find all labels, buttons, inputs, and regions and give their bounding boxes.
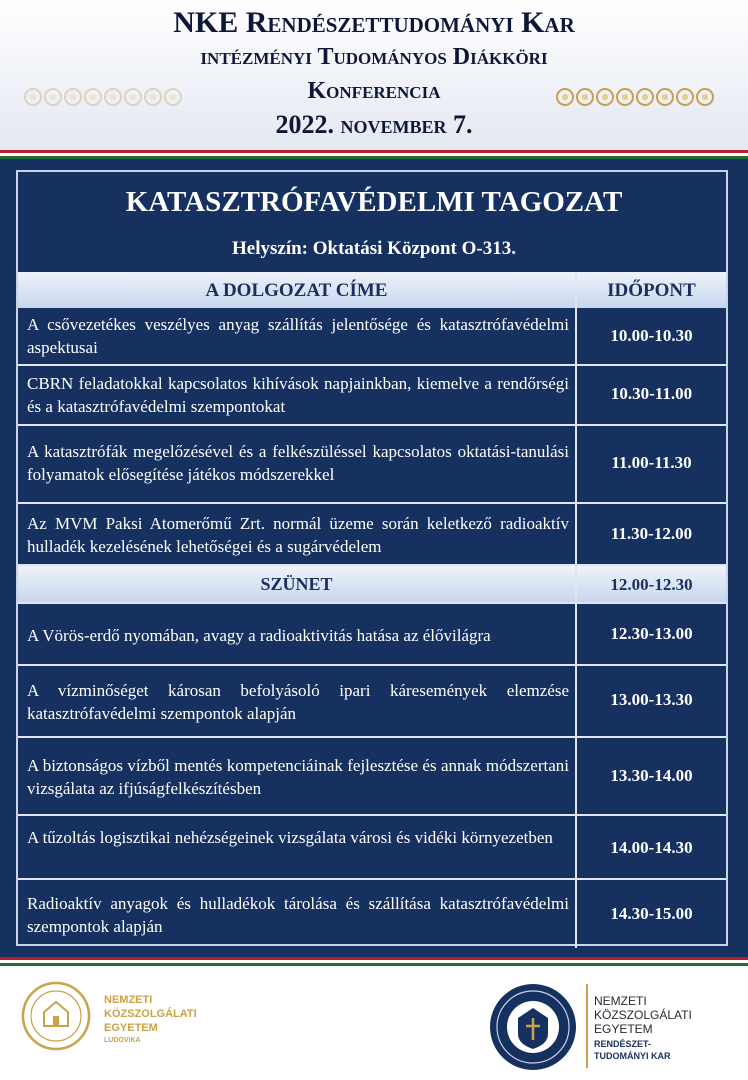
talk-title: CBRN feladatokkal kapcsolatos kihívások napjainkban, kiemelve a rendőrségi és a katasztrófavédelmi szempontokat — [27, 374, 569, 416]
header-line-1: NKE Rendészettudományi Kar — [173, 6, 575, 39]
page-header — [0, 0, 748, 150]
talk-title: A katasztrófák megelőzésével és a felkészüléssel kapcsolatos oktatási-tanulási folyamatok elősegítése játékos módszerekkel — [27, 442, 569, 484]
schedule-panel — [0, 164, 748, 954]
talk-time: 10.30-11.00 — [610, 384, 693, 403]
rtk-logo-text: NEMZETI KÖZSZOLGÁLATI EGYETEM RENDÉSZET- TUDOMÁNYI KAR — [594, 994, 692, 1061]
table-row — [18, 504, 726, 566]
talk-title: A csővezetékes veszélyes anyag szállítás jelentősége és katasztrófavédelmi aspektusai — [27, 315, 569, 357]
table-row — [18, 604, 726, 666]
talk-title: Az MVM Paksi Atomerőmű Zrt. normál üzeme során keletkező radioaktív hulladék kezelésének lehetőségei és a sugárvédelem — [27, 514, 569, 556]
table-row — [18, 366, 726, 426]
column-header-time: IDŐPONT — [607, 280, 696, 301]
header-date: 2022. november 7. — [275, 110, 473, 139]
rtk-seal-icon — [488, 982, 578, 1072]
venue-text: Helyszín: Oktatási Központ O-313. — [232, 238, 516, 259]
table-row — [18, 666, 726, 738]
talk-time: 10.00-10.30 — [610, 326, 693, 345]
break-label: SZÜNET — [260, 574, 333, 594]
talk-time: 12.30-13.00 — [610, 624, 693, 643]
talk-title: A Vörös-erdő nyomában, avagy a radioaktivitás hatása az élővilágra — [27, 626, 491, 645]
bottom-stripes — [0, 954, 748, 968]
talk-time: 13.00-13.30 — [610, 690, 693, 709]
table-row — [18, 880, 726, 946]
table-header — [18, 272, 726, 308]
talk-time: 14.00-14.30 — [610, 838, 693, 857]
table-row — [18, 426, 726, 504]
table-row — [18, 816, 726, 880]
section-title: KATASZTRÓFAVÉDELMI TAGOZAT — [125, 186, 623, 218]
talk-time: 11.30-12.00 — [610, 524, 693, 543]
footer — [0, 968, 748, 1080]
talk-title: A vízminőséget károsan befolyásoló ipari káresemények elemzése katasztrófavédelmi szempontok alapján — [27, 681, 569, 723]
talk-time: 13.30-14.00 — [610, 766, 693, 785]
break-row — [18, 566, 726, 604]
break-time: 12.00-12.30 — [610, 575, 693, 594]
top-stripes — [0, 150, 748, 164]
column-divider — [575, 272, 577, 948]
nke-logo-text-left: NEMZETI KÖZSZOLGÁLATI EGYETEM LUDOVIKA — [104, 994, 197, 1044]
table-row — [18, 308, 726, 366]
talk-title: A biztonságos vízből mentés kompetenciáinak fejlesztése és annak módszertani vizsgálata az ifjúságfelkészítésben — [27, 756, 569, 798]
talk-time: 11.00-11.30 — [611, 453, 692, 472]
table-row — [18, 738, 726, 816]
header-line-2: intézményi Tudományos Diákköri — [200, 44, 548, 70]
talk-time: 14.30-15.00 — [610, 904, 693, 923]
nke-crest-icon — [20, 980, 92, 1052]
talk-title: Radioaktív anyagok és hulladékok tárolása és szállítása katasztrófavédelmi szempontok alapján — [27, 894, 569, 936]
column-header-title: A DOLGOZAT CÍME — [205, 280, 388, 301]
logo-divider — [586, 984, 588, 1068]
header-line-3: Konferencia — [307, 78, 441, 104]
talk-title: A tűzoltás logisztikai nehézségeinek vizsgálata városi és vidéki környezetben — [27, 828, 553, 847]
